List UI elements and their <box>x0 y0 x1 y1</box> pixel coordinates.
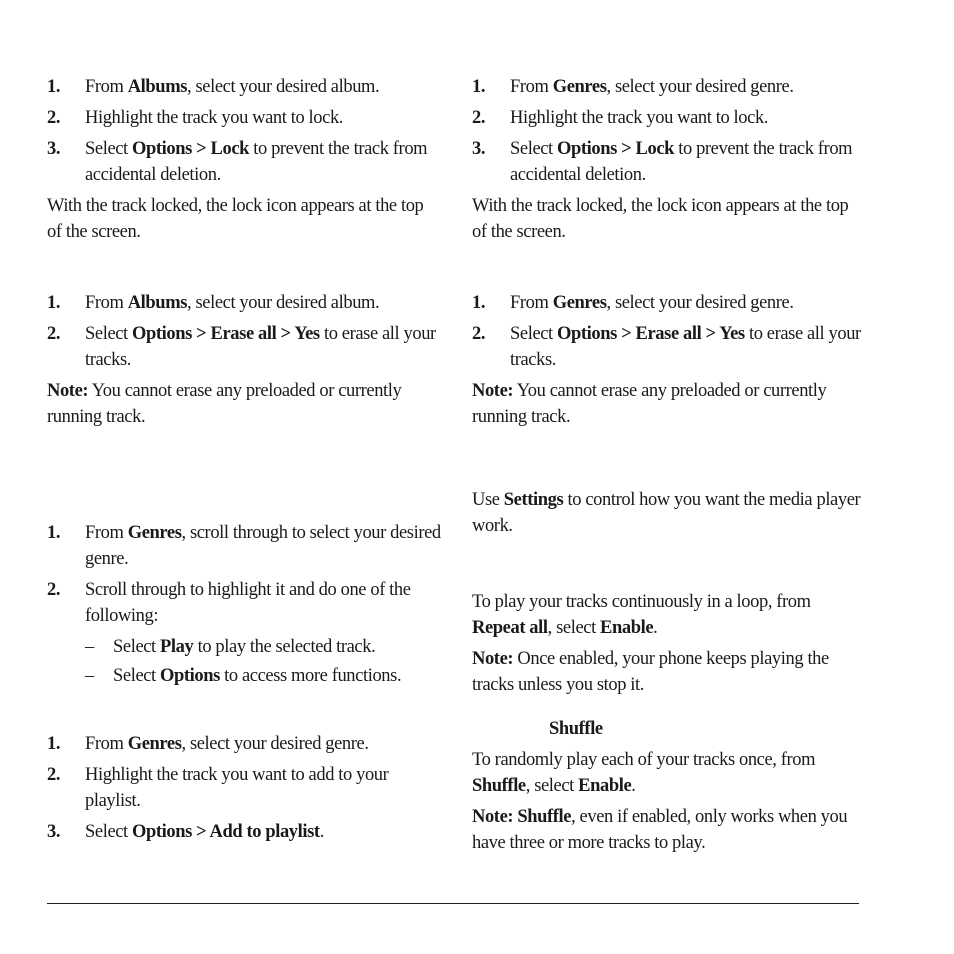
menu-term: Enable <box>578 776 632 796</box>
erase-note: Note: You cannot erase any preloaded or currently running track. <box>472 381 827 427</box>
menu-term: Options <box>160 666 220 686</box>
menu-term: Albums <box>127 293 188 313</box>
step-number: 2. <box>47 324 61 344</box>
note-label: Note: Shuffle <box>472 807 572 827</box>
lock-track-genres-section <box>472 74 867 250</box>
menu-term: Options > Add to playlist <box>132 822 320 842</box>
step-number: 1. <box>47 293 61 313</box>
note-label: Note: <box>472 381 514 401</box>
step-number: 1. <box>472 293 486 313</box>
note-label: Note: <box>472 649 514 669</box>
repeat-description: To play your tracks continuously in a loop, from Repeat all, select Enable. <box>472 592 811 638</box>
sub-option-play: – Select Play to play the selected track. <box>47 634 442 660</box>
step-number: 3. <box>472 139 486 159</box>
step-1: 1. From Genres, scroll through to select your desired genre. <box>47 520 442 572</box>
menu-term: Genres <box>552 77 607 97</box>
erase-note: Note: You cannot erase any preloaded or currently running track. <box>47 381 402 427</box>
menu-term: Settings <box>503 490 564 510</box>
step-number: 1. <box>47 734 61 754</box>
note-label: Note: <box>47 381 89 401</box>
step-number: 2. <box>47 580 61 600</box>
step-number: 1. <box>47 523 61 543</box>
step-2: 2. Select Options > Erase all > Yes to erase all your tracks. <box>472 321 867 373</box>
erase-tracks-genres-section <box>472 290 867 435</box>
sub-option-options: – Select Options to access more functions. <box>47 663 442 689</box>
step-number: 1. <box>47 77 61 97</box>
step-2: 2. Scroll through to highlight it and do one of the following: <box>47 577 442 629</box>
step-number: 1. <box>472 77 486 97</box>
menu-term: Options > Erase all > Yes <box>132 324 320 344</box>
step-number: 3. <box>47 822 61 842</box>
menu-term: Enable <box>600 618 654 638</box>
dash-bullet: – <box>85 666 94 686</box>
erase-tracks-albums-section <box>47 290 442 435</box>
repeat-note: Note: Once enabled, your phone keeps playing the tracks unless you stop it. <box>472 649 829 695</box>
step-number: 2. <box>47 108 61 128</box>
step-1: 1. From Genres, select your desired genre. <box>472 74 867 100</box>
step-3: 3. Select Options > Add to playlist. <box>47 819 442 845</box>
footer-rule <box>47 903 859 904</box>
shuffle-description: To randomly play each of your tracks once, from Shuffle, select Enable. <box>472 750 816 796</box>
step-3: 3. Select Options > Lock to prevent the track from accidental deletion. <box>472 136 867 188</box>
step-number: 2. <box>47 765 61 785</box>
step-2: 2. Highlight the track you want to add to your playlist. <box>47 762 442 814</box>
menu-term: Play <box>160 637 194 657</box>
step-1: 1. From Genres, select your desired genre. <box>472 290 867 316</box>
menu-term: Genres <box>127 523 182 543</box>
shuffle-note: Note: Shuffle, even if enabled, only works when you have three or more tracks to play. <box>472 807 848 853</box>
menu-term: Shuffle <box>472 776 526 796</box>
lock-description: With the track locked, the lock icon appears at the top of the screen. <box>47 196 424 242</box>
repeat-section <box>472 589 867 703</box>
menu-term: Genres <box>552 293 607 313</box>
lock-description: With the track locked, the lock icon appears at the top of the screen. <box>472 196 849 242</box>
lock-track-albums-section <box>47 74 442 250</box>
step-number: 2. <box>472 324 486 344</box>
shuffle-heading: Shuffle <box>549 719 603 739</box>
shuffle-section <box>472 716 867 861</box>
dash-bullet: – <box>85 637 94 657</box>
add-to-playlist-section <box>47 731 442 850</box>
step-1: 1. From Albums, select your desired album. <box>47 290 442 316</box>
settings-intro: Use Settings to control how you want the media player work. <box>472 490 861 536</box>
menu-term: Repeat all <box>472 618 548 638</box>
menu-term: Albums <box>127 77 188 97</box>
step-3: 3. Select Options > Lock to prevent the track from accidental deletion. <box>47 136 442 188</box>
step-2: 2. Select Options > Erase all > Yes to erase all your tracks. <box>47 321 442 373</box>
step-number: 3. <box>47 139 61 159</box>
step-2: 2. Highlight the track you want to lock. <box>47 105 442 131</box>
step-2: 2. Highlight the track you want to lock. <box>472 105 867 131</box>
step-1: 1. From Albums, select your desired album. <box>47 74 442 100</box>
menu-term: Genres <box>127 734 182 754</box>
play-by-genre-section <box>47 520 442 692</box>
menu-term: Options > Lock <box>132 139 250 159</box>
step-number: 2. <box>472 108 486 128</box>
menu-term: Options > Lock <box>557 139 675 159</box>
step-1: 1. From Genres, select your desired genre. <box>47 731 442 757</box>
menu-term: Options > Erase all > Yes <box>557 324 745 344</box>
